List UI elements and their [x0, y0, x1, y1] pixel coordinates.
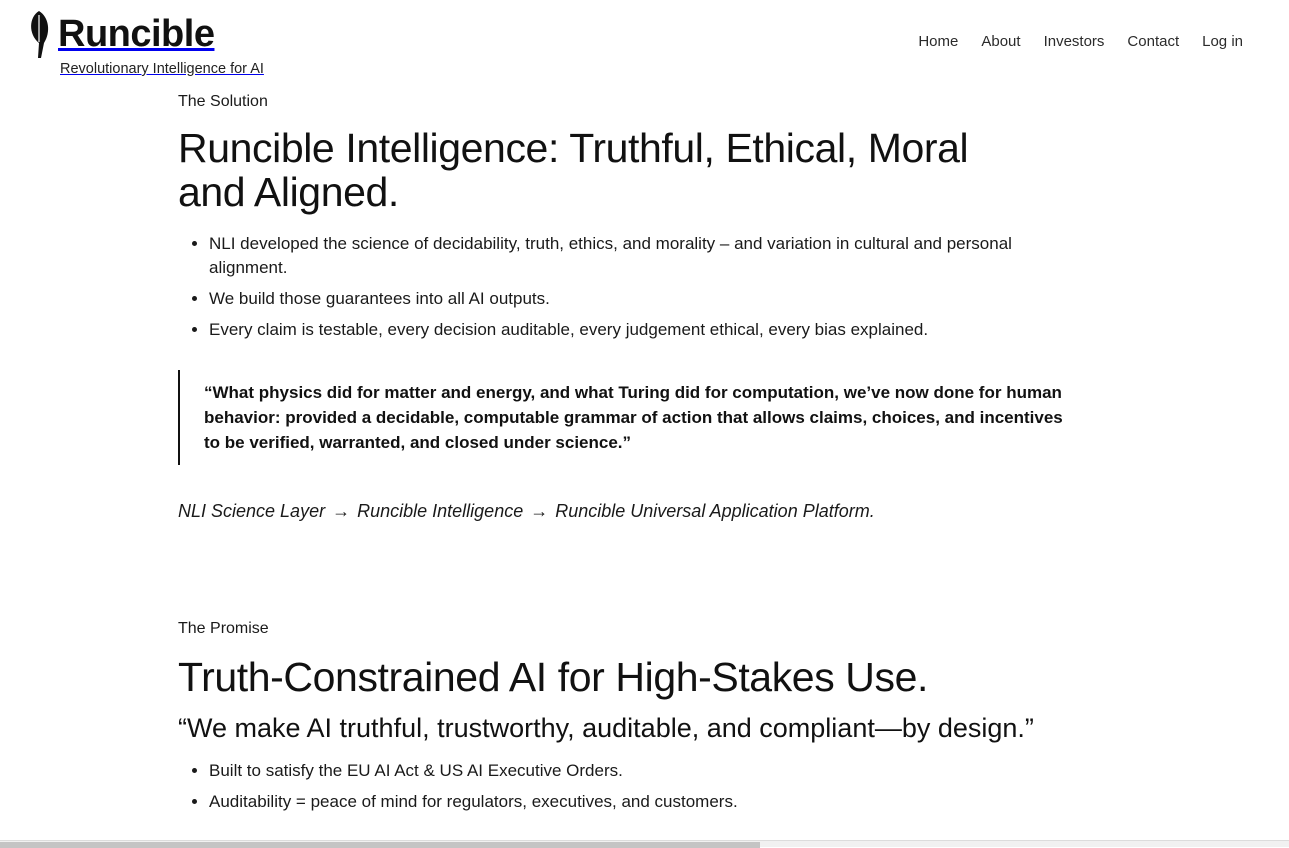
flow-step-2: Runcible Intelligence: [357, 501, 524, 521]
horizontal-scrollbar-thumb[interactable]: [0, 842, 760, 848]
nav-link-contact[interactable]: Contact: [1127, 33, 1180, 50]
brand-tagline: Revolutionary Intelligence for AI: [60, 61, 264, 77]
promise-bullet-list: [178, 759, 1099, 814]
feather-logo-icon: [24, 10, 54, 60]
solution-eyebrow: The Solution: [178, 93, 268, 110]
list-item: We build those guarantees into all AI outputs.: [209, 287, 1069, 311]
promise-eyebrow: The Promise: [178, 620, 269, 637]
pull-quote-text: “What physics did for matter and energy, and what Turing did for computation, we’ve now done for human behavior: provided a decidable, computable grammar of action that allows claims, choices, and incentives to be verified, warranted, and closed under science.”: [204, 383, 1063, 452]
list-item: Built to satisfy the EU AI Act & US AI Executive Orders.: [209, 759, 1069, 783]
flow-step-3: Runcible Universal Application Platform.: [555, 501, 875, 521]
horizontal-scrollbar[interactable]: [0, 840, 1289, 847]
solution-title: Runcible Intelligence: Truthful, Ethical, Moral and Aligned.: [178, 125, 969, 215]
section-divider-space: [178, 523, 1099, 619]
arrow-right-icon: →: [332, 501, 351, 521]
section-the-promise: [178, 619, 1099, 814]
nav-link-about[interactable]: About: [981, 33, 1021, 50]
list-item: NLI developed the science of decidability, truth, ethics, and morality – and variation in cultural and personal alignment.: [209, 232, 1069, 280]
flow-line: [178, 499, 1099, 523]
promise-subtitle: “We make AI truthful, trustworthy, auditable, and compliant—by design.”: [178, 713, 1034, 743]
list-item: Every claim is testable, every decision auditable, every judgement ethical, every bias explained.: [209, 318, 1069, 342]
pull-quote: [178, 370, 1078, 465]
main-nav: [918, 32, 1243, 51]
nav-link-home[interactable]: Home: [918, 33, 959, 50]
arrow-right-icon: →: [530, 501, 549, 521]
promise-title: Truth-Constrained AI for High-Stakes Use.: [178, 654, 929, 700]
main-content: [0, 92, 1289, 814]
solution-bullet-list: [178, 232, 1099, 342]
site-header: [0, 0, 1289, 92]
list-item: Auditability = peace of mind for regulators, executives, and customers.: [209, 790, 1069, 814]
brand-home-link[interactable]: [24, 10, 264, 78]
brand-name: Runcible: [58, 13, 215, 55]
nav-link-log-in[interactable]: Log in: [1202, 33, 1243, 50]
flow-step-1: NLI Science Layer: [178, 501, 326, 521]
section-the-solution: [178, 92, 1099, 523]
nav-link-investors[interactable]: Investors: [1043, 33, 1105, 50]
